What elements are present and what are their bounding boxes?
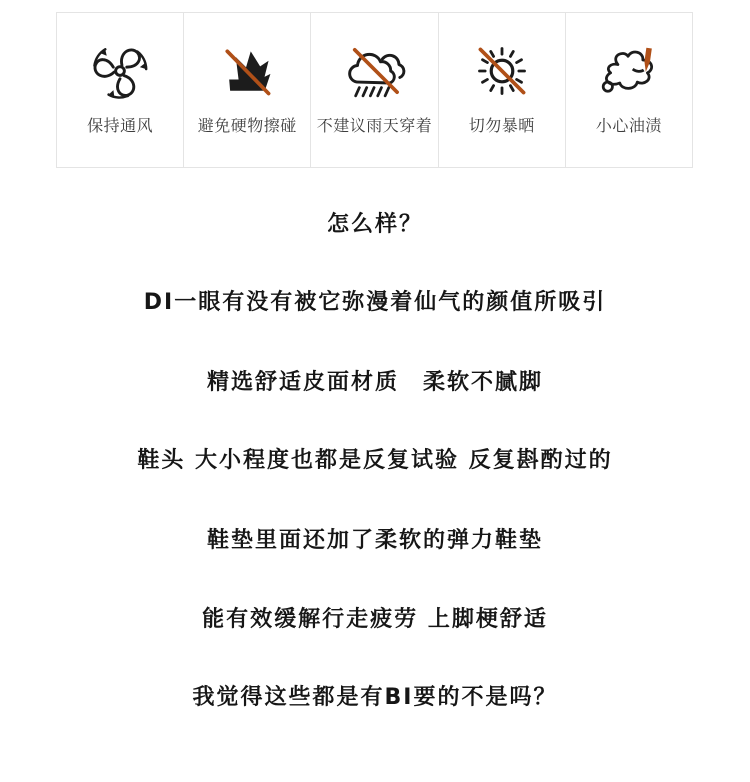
copy-line-material: 精选舒适皮面材质 柔软不腻脚 [206,370,543,395]
fan-icon [89,38,151,104]
care-box-no-scratch [184,12,311,168]
oil-stain-warning-icon [594,38,664,104]
copy-line-comfort: 能有效缓解行走疲劳 上脚梗舒适 [202,607,548,632]
copy-line-appearance: DI一眼有没有被它弥漫着仙气的颜值所吸引 [143,290,607,315]
care-box-oil-stain [566,12,693,168]
copy-line-toe-design: 鞋头 大小程度也都是反复试验 反复斟酌过的 [137,448,613,473]
no-rain-wear-icon [340,38,410,104]
care-item-label: 避免硬物擦碰 [197,116,297,135]
care-item-label: 不建议雨天穿着 [316,116,433,135]
care-box-no-sun [439,12,566,168]
care-instructions-row [56,12,693,168]
copy-line-insole: 鞋垫里面还加了柔软的弹力鞋垫 [206,528,543,553]
care-box-no-rain [311,12,438,168]
no-hard-object-scratch-icon [217,38,277,104]
care-box-ventilation [56,12,184,168]
care-item-label: 保持通风 [87,116,154,135]
care-item-label: 切勿暴晒 [468,116,535,135]
care-item-label: 小心油渍 [595,116,662,135]
copy-line-question: 怎么样？ [326,212,423,237]
copy-line-necessary: 我觉得这些都是有BI要的不是吗？ [192,685,558,710]
no-sun-exposure-icon [472,38,532,104]
